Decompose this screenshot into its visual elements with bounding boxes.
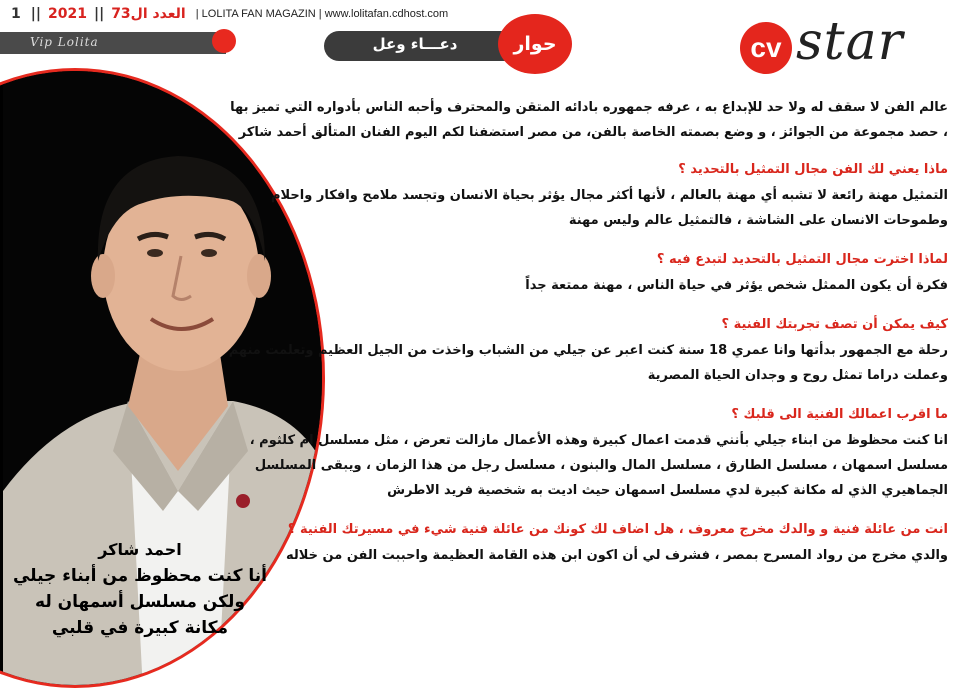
magazine-line: | LOLITA FAN MAGAZIN | www.lolitafan.cdhost.com xyxy=(195,8,449,20)
logo-cv: cv xyxy=(740,22,792,74)
article-intro: عالم الفن لا سقف له ولا حد للإبداع به ، عرفه جمهوره بادائه المتقن والمحترف وأحبه الناس بأدواره التي تميز بها ، حصد مجموعة من الجوائز ، و وضع بصمته الخاصة بالفن، من مصر استضفنا لكم اليوم الفنان المتألق أحمد شاكر xyxy=(230,100,948,140)
separator: || xyxy=(30,6,41,22)
magazine-header xyxy=(0,0,960,72)
answer: انا كنت محظوظ من ابناء جيلي بأنني قدمت اعمال كبيرة وهذه الأعمال مازالت تعرض ، مثل مسلسل ام كلثوم ، مسلسل اسمهان ، مسلسل الطارق ، مسلسل المال والبنون ، مسلسل رجل من هذا الزمان ، ويبقى المسلسل الجماهيري الذي له مكانة كبيرة لدي مسلسل اسمهان حيث اديت به شخصية فريد الاطرش xyxy=(249,433,948,498)
caption-line: ولكن مسلسل أسمهان له xyxy=(35,592,245,612)
article-body xyxy=(228,95,948,584)
answer: رحلة مع الجمهور بدأتها وانا عمري 18 سنة كنت اعبر عن جيلي من الشباب واخذت من الجيل العظيم وتعلمت منهم وعملت دراما تمثل روح و وجدان الحياة المصرية xyxy=(228,343,948,383)
caption-name: احمد شاكر xyxy=(98,540,182,559)
vip-label: Vip Lolita xyxy=(30,35,99,49)
question: انت من عائلة فنية و والدك مخرج معروف ، هل اضاف لك كونك من عائلة فنية شيء في مسيرتك الفنية ؟ xyxy=(287,522,948,537)
qa-item xyxy=(228,249,948,298)
qa-item xyxy=(228,314,948,388)
qa-item xyxy=(228,404,948,503)
interviewer-name: دعـــاء وعل xyxy=(372,35,458,53)
answer: والدي مخرج من رواد المسرح بمصر ، فشرف لي أن اكون ابن هذه القامة العظيمة واحببت الفن من خلاله xyxy=(286,548,948,563)
qa-item xyxy=(228,519,948,568)
answer: فكرة أن يكون الممثل شخص يؤثر في حياة الناس ، مهنة ممتعة جداً xyxy=(525,278,948,293)
red-dot xyxy=(212,29,236,53)
qa-item xyxy=(228,159,948,233)
question: ماذا يعني لك الفن مجال التمثيل بالتحديد ؟ xyxy=(678,162,948,177)
separator: || xyxy=(93,6,105,22)
cvstar-logo xyxy=(740,12,940,72)
question: ما اقرب اعمالك الفنية الى قلبك ؟ xyxy=(731,407,948,422)
question: كيف يمكن أن تصف تجربتك الفنية ؟ xyxy=(721,317,948,332)
page-number: 1 xyxy=(11,6,21,22)
answer: التمثيل مهنة رائعة لا تشبه أي مهنة بالعالم ، لأنها أكثر مجال يؤثر بحياة الانسان وتجسد ملامح وافكار واحلام وطموحات الانسان على الشاشة ، فالتمثيل عالم وليس مهنة xyxy=(271,188,948,228)
question: لماذا اخترت مجال التمثيل بالتحديد لتبدع فيه ؟ xyxy=(656,252,948,267)
section-badge: حوار xyxy=(498,14,572,74)
issue-strip xyxy=(8,4,448,24)
issue-year: 2021 xyxy=(47,6,87,22)
caption-line: أنا كنت محظوظ من أبناء جيلي xyxy=(12,566,268,586)
caption-line: مكانة كبيرة في قلبي xyxy=(51,618,229,638)
issue-number: العدد ال73 xyxy=(111,6,186,22)
logo-star: star xyxy=(796,12,904,72)
